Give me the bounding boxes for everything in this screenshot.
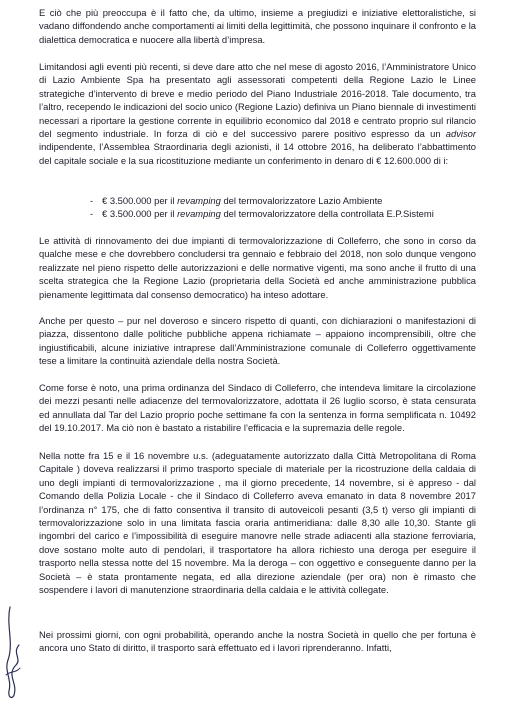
investment-list: [90, 194, 470, 221]
paragraph-november-transport: Nella notte fra 15 e il 16 novembre u.s. (adeguatamente autorizzato dalla Città Metropolitana di Roma Capitale ) doveva realizzarsi il primo trasporto speciale di materiale per la ricostruzione della caldaia di uno degli impianti di termovalorizzazione , ma il giorno precedente, 14 novembre, si è appreso - dal Comando della Polizia Locale - che il Sindaco di Colleferro aveva emanato in data 8 novembre 2017 l’ordinanza n° 175, che di fatto consentiva il transito di autoveicoli pesanti (3,5 t) verso gli impianti di termovalorizzazione solo in una limitata fascia oraria antimeridiana: dalle 8,30 alle 10,30. Stante gli ingombri del carico e l’impossibilità di eseguire manovre nelle strade adiacenti alla stazione ferroviaria, dove sostano molte auto di pendolari, il trasportatore ha allora richiesto una deroga per eseguire il trasporto nella stessa notte del 15 novembre. Ma la deroga – con oggettivo e conseguente danno per la Società – è stata prontamente negata, ed alla direzione aziendale (per ora) non è rimasto che sospendere i lavori di manutenzione straordinaria della caldaia e le attività collegate.: [39, 450, 476, 596]
paragraph-industrial-plan-a: Limitandosi agli eventi più recenti, si deve dare atto che nel mese di agosto 2016, l’Amministratore Unico di Lazio Ambiente Spa ha presentato agli assessorati competenti della Regione Lazio le Linee strategiche d’intervento di breve e medio periodo del Piano Industriale 2016-2018. Tale documento, tra l’altro, recependo le indicazioni del socio unico (Regione Lazio) definiva un Piano biennale di investimenti necessari a riportare la gestione corrente in equilibrio economico dal 2018 e centrato proprio sul rilancio del segmento industriale. In forza di ciò e del successivo parere positivo espresso da un: [39, 61, 476, 140]
paragraph-industrial-plan: [39, 60, 476, 167]
paragraph-next-days: Nei prossimi giorni, con ogni probabilità, operando anche la nostra Società in quello che per fortuna è ancora uno Stato di diritto, il trasporto sarà effettuato ed i lavori riprenderanno. Infatti,: [39, 629, 476, 654]
list-item: - € 3.500.000 per il revamping del termovalorizzatore della controllata E.P.Sistemi: [90, 208, 434, 220]
paragraph-renovation: Le attività di rinnovamento dei due impianti di termovalorizzazione di Colleferro, che sono in corso da qualche mese e che dovrebbero concludersi tra gennaio e febbraio del 2018, non solo dunque vengono realizzate nel pieno rispetto delle autorizzazioni e delle normative vigenti, ma sono anche il frutto di una scelta strategica che la Regione Lazio (proprietaria della Società ed anche amministrazione pubblica pienamente legittimata dal consenso democratico) ha inteso adottare.: [39, 235, 476, 300]
paragraph-concern: E ciò che più preoccupa è il fatto che, da ultimo, insieme a pregiudizi e iniziative elettoralistiche, si vadano diffondendo anche comportamenti ai limiti della legittimità, che possono inquinare il confronto e la dialettica democratica e nuocere alla libertà d’impresa.: [39, 7, 476, 45]
margin-signature-initials: [0, 605, 30, 702]
paragraph-industrial-plan-b: indipendente, l’Assemblea Straordinaria degli azionisti, il 14 ottobre 2016, ha deliberato l’abbattimento del capitale sociale e la sua ricostituzione mediante un conferimento in denaro di € 12.600.000 di i:: [39, 141, 476, 166]
list-dash: -: [90, 208, 94, 220]
advisor-term: advisor: [445, 128, 476, 140]
paragraph-municipal-initiatives: Anche per questo – pur nel doveroso e sincero rispetto di quanti, con dichiarazioni o manifestazioni di piazza, dissentono dalle politiche pubbliche appena richiamate – appaiono incomprensibili, oltre che ingiustificabili, alcune iniziative intraprese dall’Amministrazione comunale di Colleferro oggettivamente tese a limitare la continuità aziendale della nostra Società.: [39, 315, 476, 367]
list-item: - € 3.500.000 per il revamping del termovalorizzatore Lazio Ambiente: [90, 195, 383, 206]
list-dash: -: [90, 195, 94, 206]
paragraph-first-ordinance: Come forse è noto, una prima ordinanza del Sindaco di Colleferro, che intendeva limitare la circolazione dei mezzi pesanti nelle adiacenze del termovalorizzatore, adottata il 26 luglio scorso, è stata censurata ed annullata dal Tar del Lazio proprio poche settimane fa con la sentenza in forma semplificata n. 10492 del 19.10.2017. Ma ciò non è bastato a ristabilire l’efficacia e la supremazia delle regole.: [39, 382, 476, 434]
